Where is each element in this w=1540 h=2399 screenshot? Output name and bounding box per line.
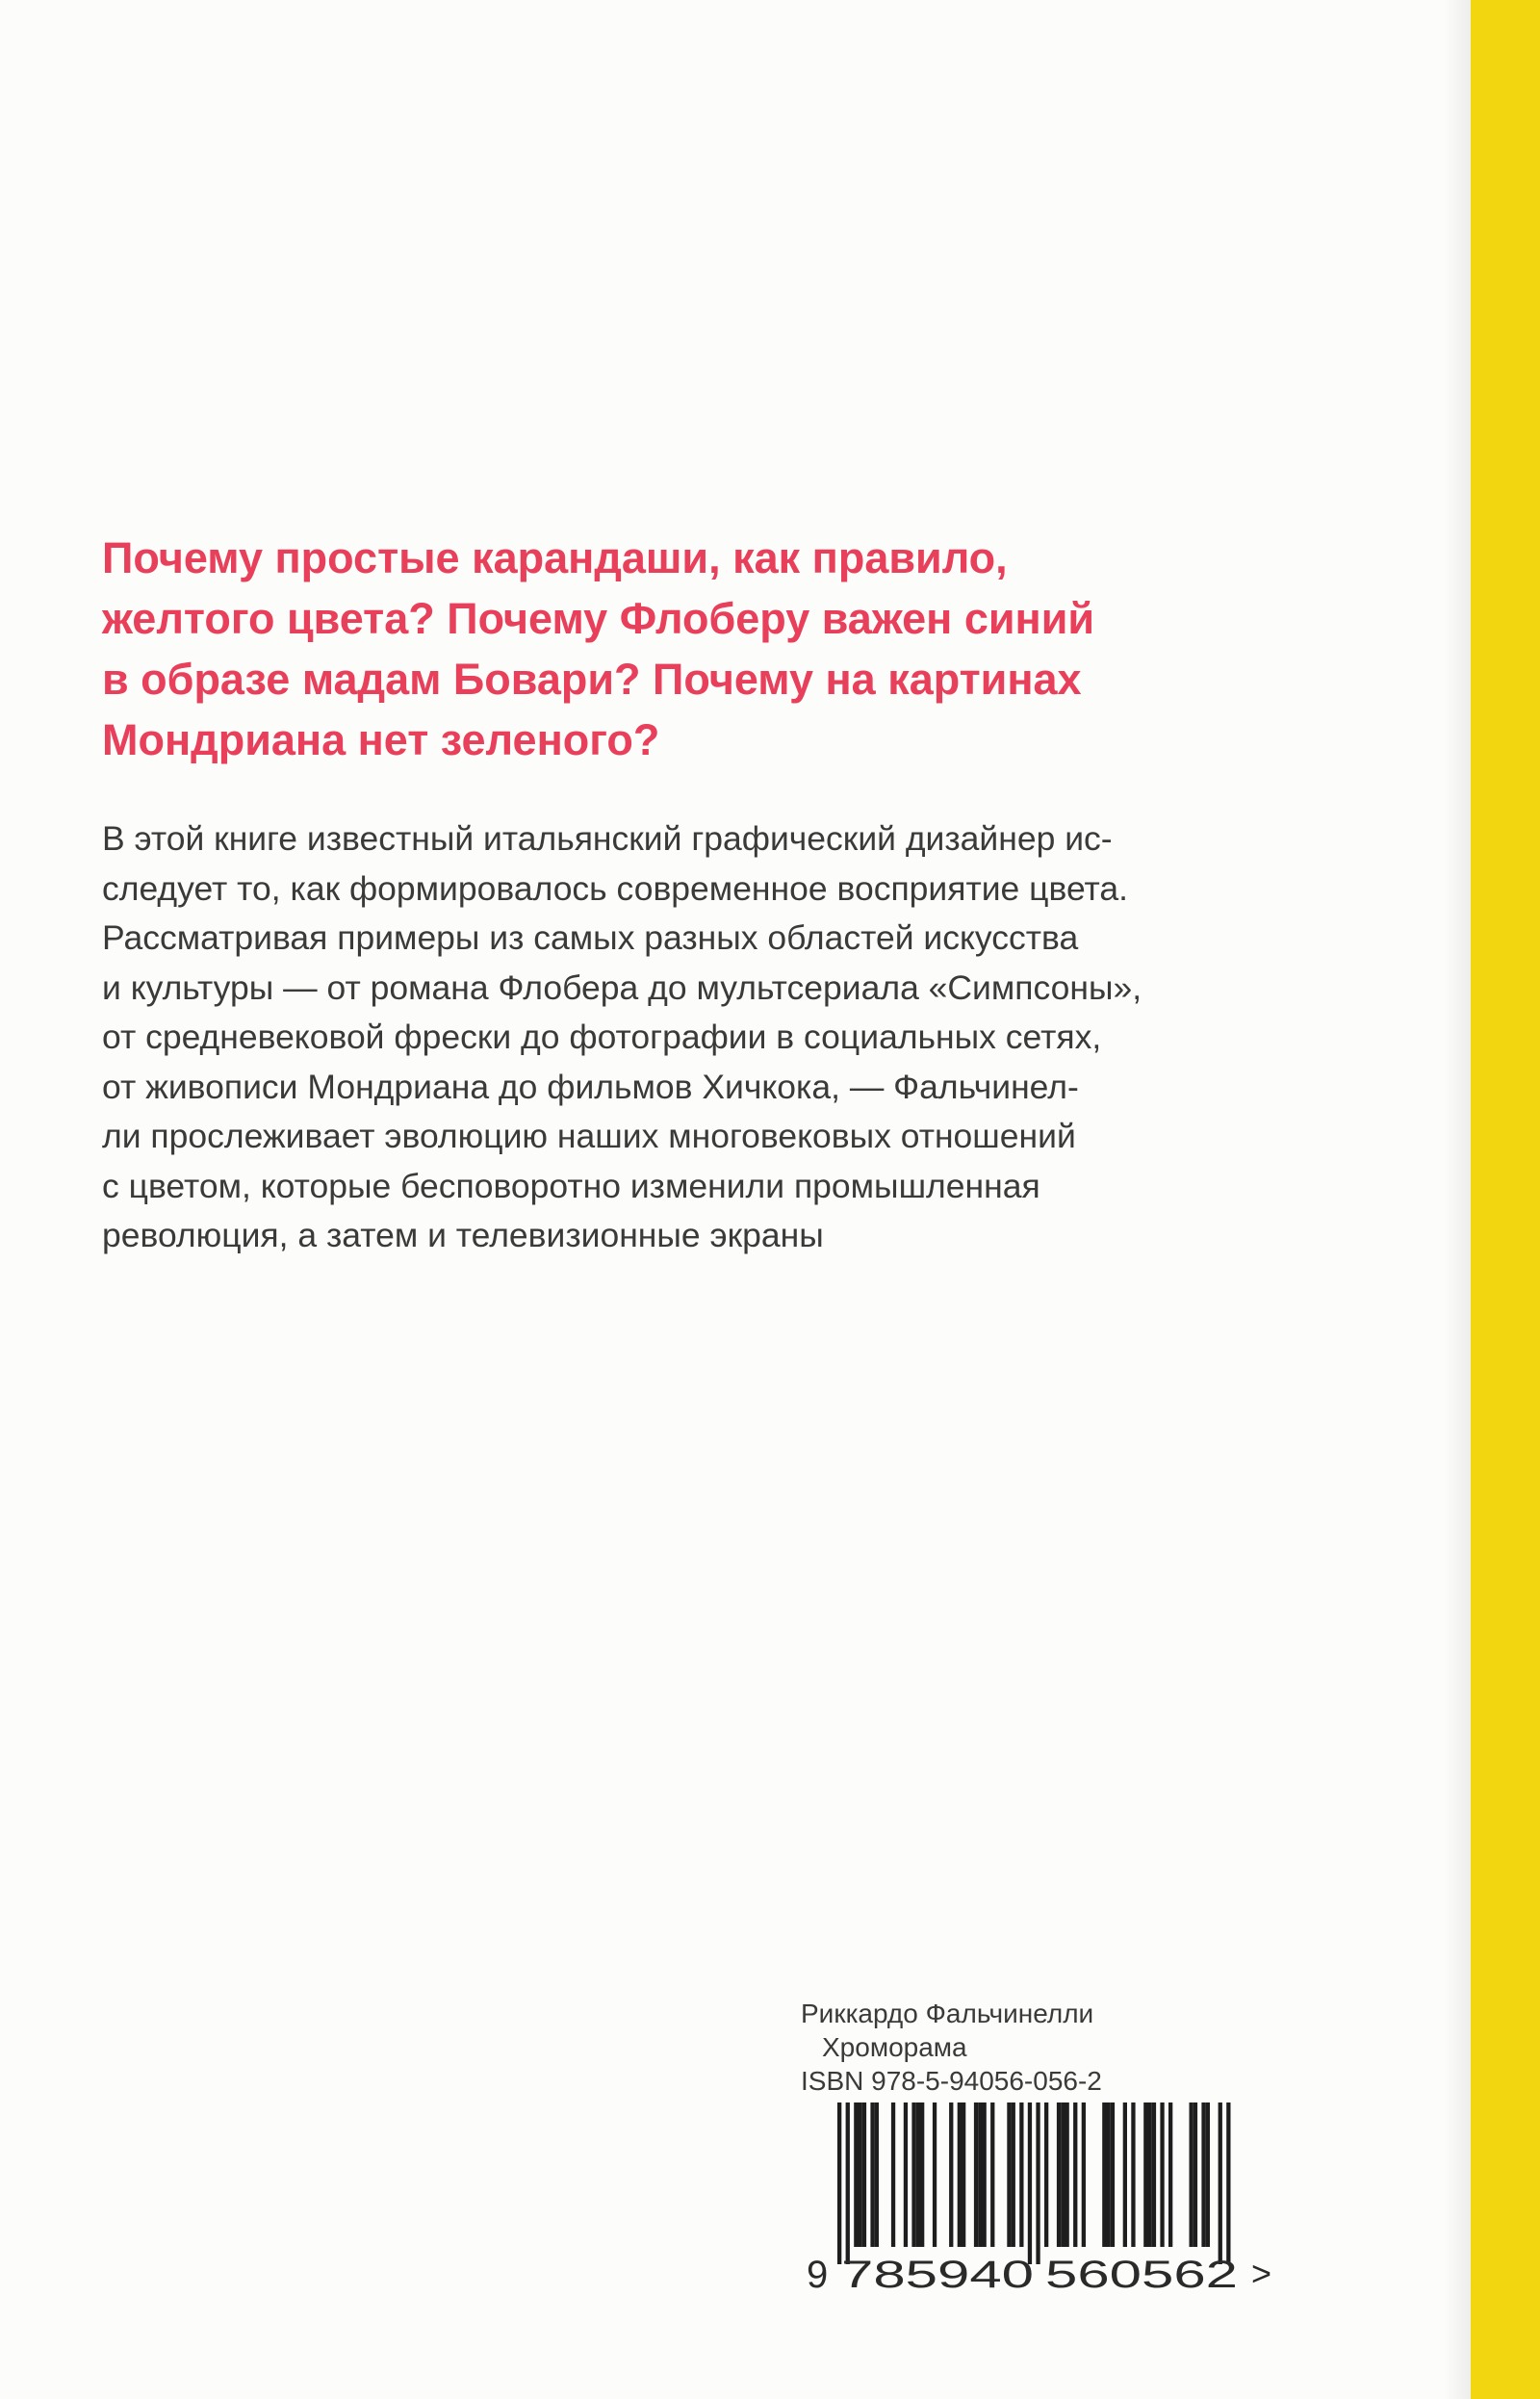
barcode-bar	[978, 2102, 982, 2247]
barcode-bar	[911, 2102, 915, 2247]
barcode-bar	[1019, 2102, 1023, 2247]
barcode-bar	[1057, 2102, 1061, 2247]
barcode-bar	[949, 2102, 953, 2247]
headline-line: желтого цвета? Почему Флоберу важен синий	[102, 594, 1095, 643]
barcode-bar	[990, 2102, 994, 2247]
barcode-bar	[1143, 2102, 1147, 2247]
barcode-bar	[904, 2102, 908, 2247]
barcode-bar	[1061, 2102, 1065, 2247]
book-description	[102, 814, 1373, 1261]
headline-line: Мондриана нет зеленого?	[102, 715, 660, 764]
barcode-right-digits: 560562	[1045, 2254, 1238, 2295]
headline-questions	[102, 528, 1382, 770]
barcode-end-mark: >	[1251, 2254, 1272, 2293]
barcode-bar	[1206, 2102, 1210, 2247]
barcode-bar	[1219, 2102, 1222, 2264]
barcode-bar	[1012, 2102, 1015, 2247]
barcode-bar	[1148, 2102, 1152, 2247]
barcode-bar	[1123, 2102, 1127, 2247]
barcode-bar	[1082, 2102, 1086, 2247]
barcode-bar	[916, 2102, 920, 2247]
barcode-bar	[920, 2102, 924, 2247]
barcode-bar	[1036, 2102, 1040, 2264]
barcode-left-digits: 785940	[841, 2254, 1034, 2295]
barcode-bar	[1111, 2102, 1115, 2247]
barcode-bar	[933, 2102, 937, 2247]
barcode-bar	[958, 2102, 962, 2247]
barcode-bars	[837, 2102, 1231, 2264]
barcode-bar	[974, 2102, 978, 2247]
barcode-bar	[1190, 2102, 1194, 2247]
barcode-bar	[1107, 2102, 1111, 2247]
yellow-spine-stripe	[1471, 0, 1540, 2399]
barcode-bar	[1168, 2102, 1172, 2247]
barcode-bar	[854, 2102, 858, 2247]
description-line: Рассматривая примеры из самых разных областей искусства	[102, 918, 1079, 957]
barcode-bar	[1152, 2102, 1156, 2247]
barcode-bar	[846, 2102, 850, 2264]
description-line: от средневековой фрески до фотографии в социальных сетях,	[102, 1018, 1102, 1056]
description-line: следует то, как формировалось современное восприятие цвета.	[102, 868, 1128, 908]
barcode-bar	[1007, 2102, 1011, 2247]
barcode-bar	[1028, 2102, 1032, 2264]
headline-line: Почему простые карандаши, как правило,	[102, 533, 1008, 582]
spine-shadow	[1444, 0, 1471, 2399]
barcode-bar	[862, 2102, 866, 2247]
barcode	[803, 2102, 1303, 2295]
barcode-bar	[1226, 2102, 1230, 2264]
book-title: Хроморама	[822, 2032, 967, 2062]
barcode-bar	[1201, 2102, 1205, 2247]
description-line: и культуры — от романа Флобера до мультсериала «Симпсоны»,	[102, 967, 1142, 1007]
barcode-bar	[1131, 2102, 1135, 2247]
barcode-bar	[1102, 2102, 1106, 2247]
isbn-number: ISBN 978-5-94056-056-2	[801, 2066, 1102, 2096]
barcode-lead-digit: 9	[807, 2254, 829, 2295]
barcode-graphic	[803, 2102, 1303, 2295]
barcode-bar	[859, 2102, 862, 2247]
barcode-bar	[1160, 2102, 1164, 2247]
barcode-bar	[1044, 2102, 1048, 2247]
barcode-bar	[870, 2102, 874, 2247]
barcode-bar	[1194, 2102, 1197, 2247]
barcode-bar	[891, 2102, 895, 2247]
barcode-bar	[837, 2102, 841, 2264]
imprint-block	[801, 1997, 1102, 2098]
description-line: с цветом, которые бесповоротно изменили промышленная	[102, 1166, 1040, 1205]
barcode-bar	[1073, 2102, 1077, 2247]
author-name: Риккардо Фальчинелли	[801, 1999, 1094, 2028]
barcode-bar	[875, 2102, 879, 2247]
headline-line: в образе мадам Бовари? Почему на картинах	[102, 655, 1082, 704]
description-line: В этой книге известный итальянский графический дизайнер ис-	[102, 819, 1113, 858]
barcode-bar	[983, 2102, 987, 2247]
description-line: революция, а затем и телевизионные экраны	[102, 1216, 824, 1254]
barcode-bar	[962, 2102, 965, 2247]
barcode-bar	[1065, 2102, 1069, 2247]
description-line: от живописи Мондриана до фильмов Хичкока, — Фальчинел-	[102, 1067, 1079, 1106]
description-line: ли прослеживает эволюцию наших многовековых отношений	[102, 1117, 1076, 1155]
